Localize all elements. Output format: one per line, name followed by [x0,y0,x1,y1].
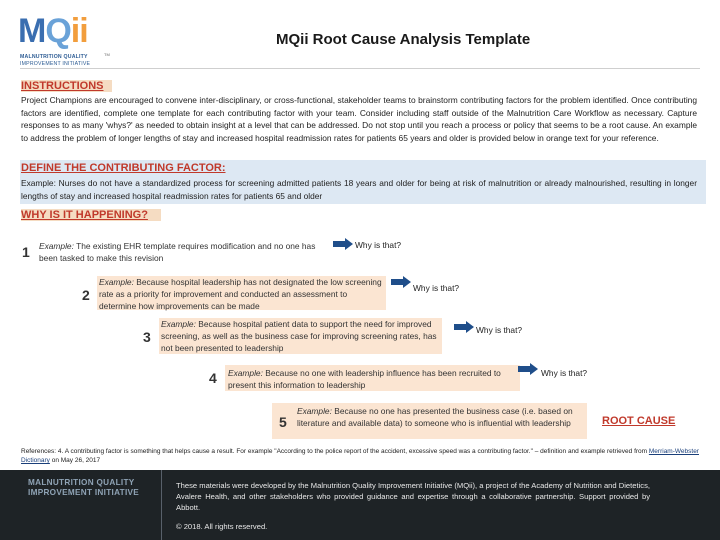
step-3-number: 3 [143,329,151,345]
logo-mark-m: M [18,12,46,50]
step-4-number: 4 [209,370,217,386]
footer-divider [161,470,162,540]
step-3-example-prefix: Example: [161,319,196,329]
instructions-text: Project Champions are encouraged to convene inter-disciplinary, or cross-functional, stakeholder teams to brainstorm contributing factors for the problem identified. Once contributing factors are identified, complete one template for each contributing factor with your team. Consider including staff outside of the Malnutrition Care Workflow as necessary. Capture responses to as many 'whys?' as needed to obtain insight at a level that can be addressed. Do not stop until you reach a process or policy that seems to be a root cause. An example to address the problem of longer lengths of stay and increased hospital readmission rates for patients 65 years and older is provided below in orange text for your reference. [21,95,697,143]
instructions-heading: INSTRUCTIONS [21,80,112,92]
step-1-why-prompt: Why is that? [355,240,402,250]
footer-brand-line2: IMPROVEMENT INITIATIVE [28,488,140,497]
step-5-example-prefix: Example: [297,406,332,416]
footer-copyright: © 2018. All rights reserved. [176,522,268,531]
step-2-text: Because hospital leadership has not designated the low screening rate as a priority for improvement and conducted an assessment to determine how improvements can be made [99,277,382,311]
define-factor-text: Example: Nurses do not have a standardized process for screening admitted patients 18 years and older for being at risk of malnutrition or already malnourished, resulting in longer lengths of stay and increased hospital readmission rates for patients 65 and older [21,178,697,201]
step-3-why-prompt: Why is that? [476,325,523,335]
step-1-arrow-icon [333,238,353,250]
step-4-example [228,367,518,391]
logo-line2: IMPROVEMENT INITIATIVE [20,61,91,67]
page-title: MQii Root Cause Analysis Template [276,31,531,48]
step-4-text: Because no one with leadership influence has been recruited to present this information to leadership [228,368,501,390]
merriam-webster-link[interactable]: Merriam-Webster Dictionary [21,448,699,464]
step-3-text: Because hospital patient data to support the need for improved screening, as well as the business case for improving screening rates, has not been presented to leadership [161,319,437,353]
logo-trademark: TM [104,52,110,57]
logo-mark-q: Q [45,12,71,50]
step-2-example-prefix: Example: [99,277,134,287]
step-1-example [39,240,329,264]
step-3-arrow-icon [454,321,474,333]
step-3-example [161,318,441,354]
logo-mark-ii: ii [70,12,88,50]
footer-text: These materials were developed by the Malnutrition Quality Improvement Initiative (MQii), a project of the Academy of Nutrition and Dietetics, Avalere Health, and other stakeholders who provided guidance and expertise through a collaborative partnership. Support provided by Abbott. [176,481,650,512]
logo-line1: MALNUTRITION QUALITY [20,54,88,60]
references-date: on May 26, 2017 [51,457,101,464]
step-4-arrow-icon [518,363,538,375]
step-2-number: 2 [82,287,90,303]
title-divider [20,68,700,69]
references-text: References: 4. A contributing factor is something that helps cause a result. For example "According to the police report of the accident, excessive speed was a contributing factor." – definition and example retrieved from [21,448,648,455]
step-4-why-prompt: Why is that? [541,368,588,378]
step-5-number: 5 [279,414,287,430]
footer-brand-line1: MALNUTRITION QUALITY [28,478,135,487]
references [21,447,703,465]
define-factor-heading: DEFINE THE CONTRIBUTING FACTOR: [21,162,226,174]
root-cause-label: ROOT CAUSE [602,415,676,427]
footer [0,470,720,540]
step-2-arrow-icon [391,276,411,288]
step-2-example [99,276,383,312]
step-4-example-prefix: Example: [228,368,263,378]
step-1-text: The existing EHR template requires modification and no one has been tasked to make this revision [39,241,316,263]
step-2-why-prompt: Why is that? [413,283,460,293]
step-5-text: Because no one has presented the business case (i.e. based on literature and available data) to someone who is influential with leadership [297,406,573,428]
step-1-example-prefix: Example: [39,241,74,251]
why-heading: WHY IS IT HAPPENING? [21,209,161,221]
step-5-example [297,405,585,429]
step-1-number: 1 [22,244,30,260]
